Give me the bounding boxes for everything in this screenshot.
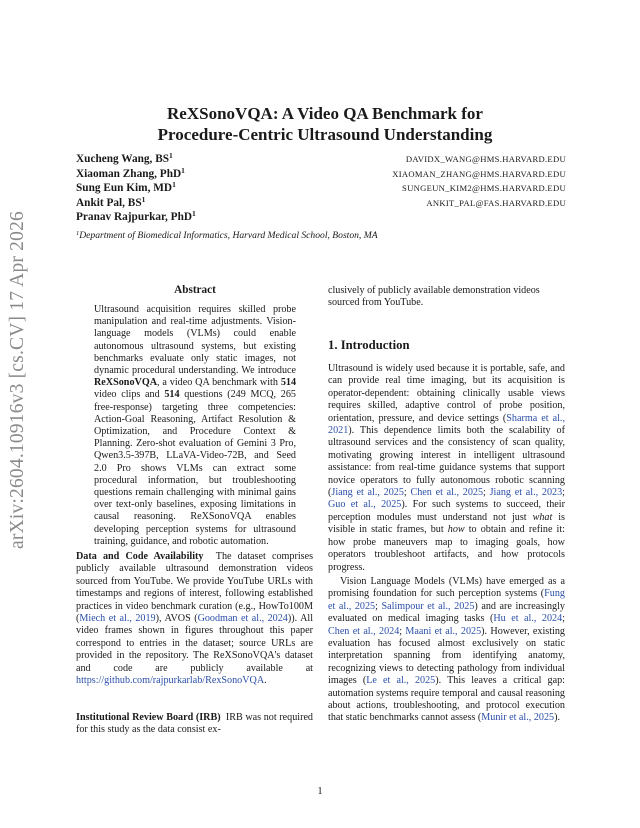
data-availability-paragraph: Data and Code Availability The dataset comprises publicly available ultrasound demonstration videos sourced from YouTube. We provide YouTube URLs with timestamps and regions of interest, following established practices in video benchmark curation (e.g., HowTo100M (Miech et al., 2019), AVOS (Goodman et al., 2024)). All video frames shown in figures throughout this paper correspond to entries in the dataset; source URLs are provided in the repository. The ReXSonoVQA's dataset and code are publicly available at https://github.com/rajpurkarlab/RexSonoVQA. [76, 551, 314, 687]
author-row [76, 152, 566, 167]
citation-link[interactable]: Chen et al., 2025 [410, 487, 484, 499]
citation-link[interactable]: Maani et al., 2025 [405, 625, 482, 637]
author-email: ANKIT_PAL@FAS.HARVARD.EDU [426, 197, 566, 208]
citation-link[interactable]: Jiang et al., 2023 [489, 487, 563, 499]
citation-link[interactable]: Chen et al., 2024 [328, 625, 400, 637]
citation-link[interactable]: Goodman et al., 2024 [197, 613, 288, 625]
author-email: DAVIDX_WANG@HMS.HARVARD.EDU [405, 154, 566, 164]
page-number: 1 [317, 786, 323, 797]
irb-paragraph: Institutional Review Board (IRB) IRB was not required for this study as the data consist ex- [76, 712, 313, 736]
citation-link[interactable]: Jiang et al., 2025 [331, 487, 404, 499]
arxiv-sidebar-stamp [6, 160, 30, 600]
data-availability-heading: Data and Code Availability [76, 551, 204, 562]
author-name: Xiaoman Zhang, PhD$^1$ [76, 165, 185, 180]
citation-link[interactable]: Sharma et al., 2021 [328, 412, 565, 437]
author-row [76, 196, 566, 211]
citation-link[interactable]: Hu et al., 2024 [493, 613, 563, 625]
title-line-2: Procedure-Centric Ultrasound Understanding [157, 125, 493, 144]
author-name: Xucheng Wang, $BS^1$ [76, 151, 173, 165]
author-name: Sung Eun Kim, $MD^1$ [76, 180, 176, 194]
affiliation: $^1$Department of Biomedical Informatics, Harvard Medical School, Boston, MA [76, 230, 378, 241]
repository-link[interactable]: https://github.com/rajpurkarlab/RexSonoVQA [76, 675, 265, 687]
author-row [76, 167, 566, 182]
citation-link[interactable]: Miech et al., 2019 [79, 613, 156, 625]
irb-heading: Institutional Review Board (IRB) [76, 712, 221, 723]
citation-link[interactable]: Salimpour et al., 2025 [381, 600, 475, 612]
author-name: Pranav Rajpurkar, PhD$^1$ [76, 209, 196, 223]
citation-link[interactable]: Fung et al., 2025 [328, 588, 565, 612]
author-name: Ankit Pal, $BS^1$ [76, 194, 146, 209]
irb-continuation: clusively of publicly available demonstration videos sourced from YouTube. [328, 285, 540, 309]
introduction-body [328, 363, 565, 725]
intro-paragraph-2: Vision Language Models (VLMs) have emerged as a promising foundation for such perception systems (Fung et al., 2025; Salimpour et al., 2025) and are increasingly evaluated on medical imaging tasks (Hu et al., 2024; Chen et al., 2024; Maani et al., 2025). However, existing evaluation has focused almost exclusively on static interpretation spanning from identifying anatomy, recognizing views to detecting pathology from individual images (Le et al., 2025). This leaves a critical gap: automation systems require temporal and causal reasoning about actions, troubleshooting, and protocol execution that static benchmarks cannot assess (Munir et al., 2025). [328, 575, 565, 724]
section-heading-introduction: 1. Introduction [328, 338, 410, 352]
author-email: XIAOMAN_ZHANG@HMS.HARVARD.EDU [392, 168, 566, 179]
abstract-heading: Abstract [174, 284, 216, 296]
author-row [76, 181, 566, 196]
author-email: SUNGEUN_KIM2@HMS.HARVARD.EDU [402, 183, 566, 193]
intro-paragraph-1: Ultrasound is widely used because it is portable, safe, and can provide real time imaging, but its acquisition is operator-dependent: obtaining clinically usable views requires skilled, adaptive control of probe position, orientation, pressure, and device settings (Sharma et al., 2021). This dependence limits both the scalability of ultrasound services and the consistency of scan quality, motivating growing interest in intelligent ultrasound assistance: from real-time guidance systems that support novice operators to fully autonomous robotic scanning (Jiang et al., 2025; Chen et al., 2025; Jiang et al., 2023; Guo et al., 2025). For such systems to succeed, their perception modules must understand not just what is visible in static frames, but how to obtain and refine it: how probe maneuvers map to imaging goals, how operators troubleshoot artifacts, and how protocols progress. [328, 363, 565, 573]
abstract-body: Ultrasound acquisition requires skilled probe manipulation and real-time adjustments. Vision-language models (VLMs) could enable autonomous ultrasound systems, but existing benchmarks evaluate only static images, not dynamic procedural understanding. We introduce ReXSonoVQA, a video QA benchmark with 514 video clips and 514 questions (249 MCQ, 265 free-response) targeting three competencies: Action-Goal Reasoning, Artifact Resolution & Optimization, and Procedure Context & Planning. Zero-shot evaluation of Gemini 3 Pro, Qwen3.5-397B, LLaVA-Video-72B, and Seed 2.0 Pro shows VLMs can extract some procedural information, but troubleshooting questions remain challenging with minimal gains over text-only baselines, exposing limitations in causal reasoning. ReXSonoVQA enables developing perception systems for ultrasound training, guidance, and robotic automation. [94, 304, 296, 547]
citation-link[interactable]: Le et al., 2025 [366, 675, 436, 687]
author-row [76, 210, 566, 225]
paper-title [80, 103, 570, 145]
title-line-1: ReXSonoVQA: A Video QA Benchmark for [167, 104, 483, 123]
citation-link[interactable]: Munir et al., 2025 [481, 712, 555, 724]
citation-link[interactable]: Guo et al., 2025 [328, 499, 402, 511]
arxiv-identifier: arXiv:2604.10916v3 [cs.CV] 17 Apr 2026 [7, 211, 28, 549]
author-list [76, 152, 566, 225]
